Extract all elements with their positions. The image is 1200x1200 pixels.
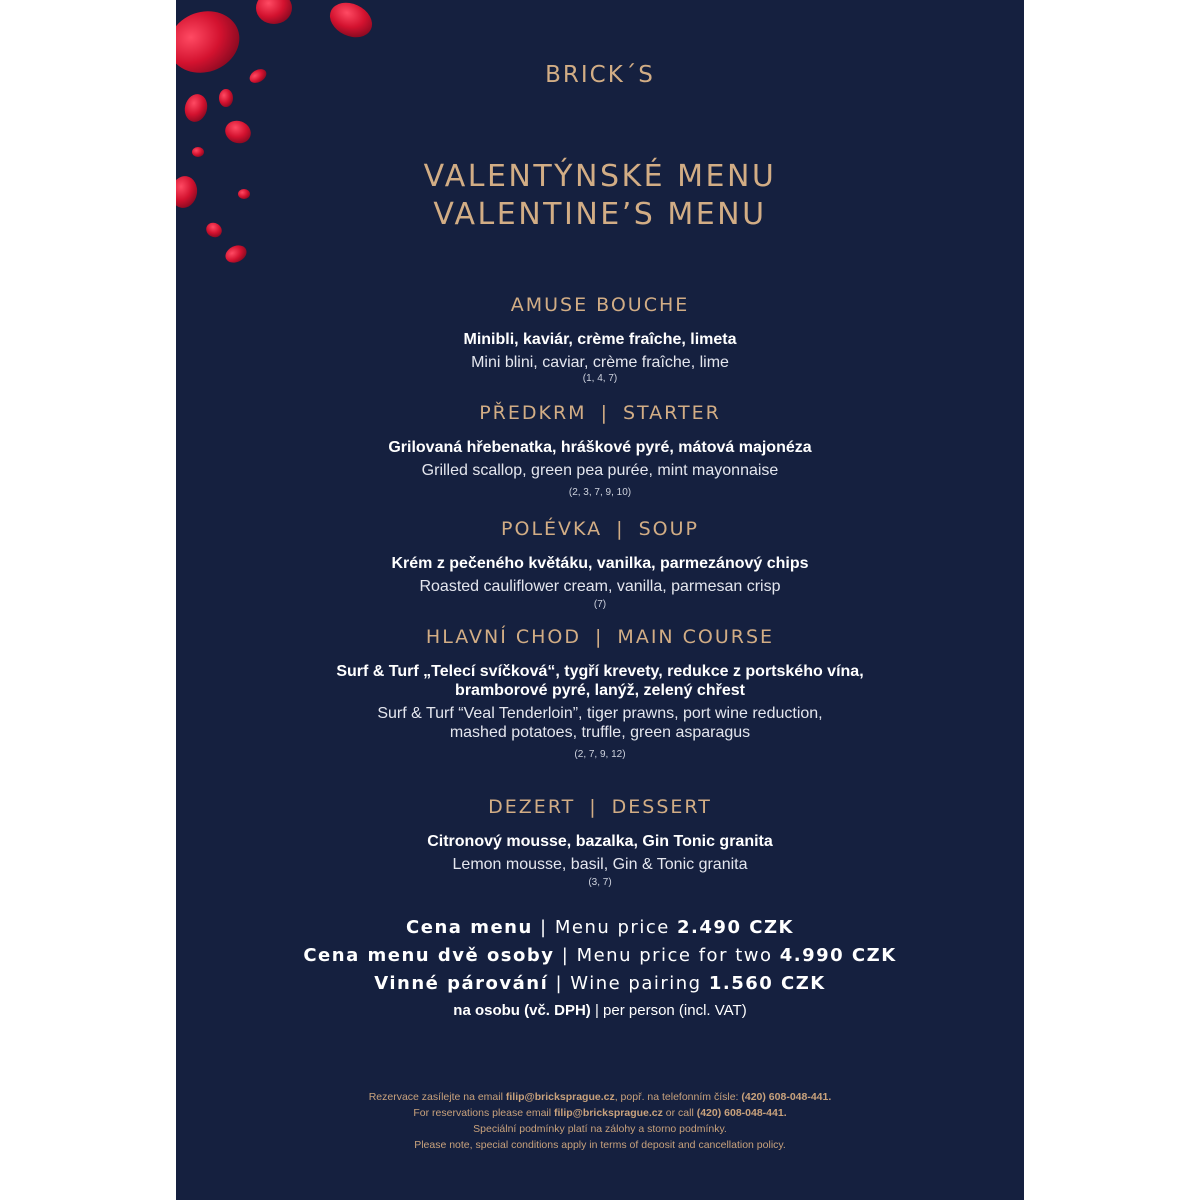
pricing-block	[176, 914, 1024, 1024]
reservation-email-link[interactable]: filip@bricksprague.cz	[505, 1091, 615, 1103]
dish-name-cz: Minibli, kaviár, crème fraîche, limeta	[463, 331, 737, 348]
course-header-cz: PŘEDKRM	[479, 402, 587, 424]
course-header-cz: DEZERT	[488, 796, 576, 818]
price-label-cz: Cena menu dvě osoby	[303, 945, 555, 966]
header-separator: |	[589, 796, 598, 818]
price-value: 4.990 CZK	[779, 945, 897, 966]
price-separator: |	[555, 973, 564, 994]
dish-name-en-line2: mashed potatoes, truffle, green asparagus	[449, 724, 751, 741]
price-line-for-two	[176, 942, 1024, 970]
price-label-en: Menu price for two	[576, 945, 773, 966]
petal	[219, 89, 233, 107]
petal	[182, 92, 210, 125]
footer-text: , popř. na telefonním čísle:	[614, 1091, 742, 1103]
menu-title-cz: VALENTÝNSKÉ MENU	[423, 159, 777, 194]
course-header	[176, 514, 1024, 544]
price-separator: |	[561, 945, 570, 966]
dish-name-en: Roasted cauliflower cream, vanilla, parmesan crisp	[419, 578, 781, 595]
dish-name-en: Mini blini, caviar, crème fraîche, lime	[471, 354, 729, 371]
allergen-codes: (2, 7, 9, 12)	[574, 749, 626, 760]
header-separator: |	[595, 626, 604, 648]
header-separator: |	[616, 518, 625, 540]
price-value: 2.490 CZK	[677, 917, 794, 938]
course-main	[176, 622, 1024, 762]
course-header	[176, 398, 1024, 428]
dish-name-en: Lemon mousse, basil, Gin & Tonic granita	[452, 856, 748, 873]
course-header-en: STARTER	[622, 402, 721, 424]
reservation-email-link[interactable]: filip@bricksprague.cz	[554, 1107, 663, 1119]
per-person-separator: |	[594, 1002, 599, 1019]
course-header-cz: HLAVNÍ CHOD	[425, 626, 582, 648]
footer-line-cz	[176, 1089, 1024, 1105]
footer-text: For reservations please email	[413, 1107, 555, 1119]
allergen-codes: (1, 4, 7)	[582, 373, 618, 384]
reservation-phone: (420) 608-048-441.	[741, 1091, 832, 1103]
price-separator: |	[540, 917, 548, 938]
dish-name-cz-line1: Surf & Turf „Telecí svíčková“, tygří krevety, redukce z portského vína,	[336, 663, 864, 680]
course-header-en: DESSERT	[611, 796, 712, 818]
allergen-codes: (7)	[593, 599, 607, 610]
dish-name-cz: Grilovaná hřebenatka, hráškové pyré, mátová majonéza	[388, 439, 812, 456]
per-person-cz: na osobu (vč. DPH)	[453, 1002, 591, 1019]
rose-petals-decoration	[176, 0, 396, 280]
per-person-en: per person (incl. VAT)	[603, 1002, 747, 1019]
price-label-en: Wine pairing	[570, 973, 702, 994]
dish-name-en: Grilled scallop, green pea purée, mint mayonnaise	[421, 462, 779, 479]
footer-conditions-en: Please note, special conditions apply in terms of deposit and cancellation policy.	[414, 1139, 786, 1151]
price-line-menu	[176, 914, 1024, 942]
course-header: AMUSE BOUCHE	[510, 294, 690, 316]
dish-name-cz-line2: bramborové pyré, lanýž, zelený chřest	[455, 682, 745, 699]
course-header-en: MAIN COURSE	[617, 626, 775, 648]
dish-name-en-line1: Surf & Turf “Veal Tenderloin”, tiger prawns, port wine reduction,	[377, 705, 823, 722]
footer-conditions-cz: Speciální podmínky platí na zálohy a storno podmínky.	[473, 1123, 727, 1135]
petal	[222, 117, 254, 147]
reservation-phone: (420) 608-048-441.	[696, 1107, 787, 1119]
petal	[256, 0, 292, 24]
course-soup	[176, 514, 1024, 612]
price-label-cz: Vinné párování	[374, 973, 549, 994]
price-label-cz: Cena menu	[406, 917, 533, 938]
price-line-wine-pairing	[176, 970, 1024, 998]
course-starter	[176, 398, 1024, 500]
course-header	[176, 622, 1024, 652]
dish-name-cz: Citronový mousse, bazalka, Gin Tonic granita	[427, 833, 773, 850]
menu-title-en: VALENTINE’S MENU	[433, 197, 767, 232]
allergen-codes: (2, 3, 7, 9, 10)	[568, 487, 632, 498]
dish-name-cz: Krém z pečeného květáku, vanilka, parmezánový chips	[391, 555, 809, 572]
footer-text: or call	[662, 1107, 697, 1119]
course-dessert	[176, 792, 1024, 890]
course-header	[176, 792, 1024, 822]
menu-content	[176, 290, 1024, 1024]
footer-text: Rezervace zasílejte na email	[368, 1091, 506, 1103]
course-amuse-bouche	[176, 290, 1024, 386]
course-header-cz: POLÉVKA	[501, 518, 603, 540]
petal	[324, 0, 377, 44]
allergen-codes: (3, 7)	[588, 877, 612, 888]
per-person-note	[176, 998, 1024, 1024]
brand-logo: BRICK´S	[545, 62, 655, 88]
header-separator: |	[600, 402, 609, 424]
course-header-en: SOUP	[638, 518, 699, 540]
reservation-footer	[176, 1089, 1024, 1153]
price-value: 1.560 CZK	[708, 973, 826, 994]
petal	[223, 242, 250, 266]
petal	[192, 147, 204, 157]
menu-poster	[176, 0, 1024, 1200]
footer-line-en	[176, 1105, 1024, 1121]
price-label-en: Menu price	[554, 917, 670, 938]
